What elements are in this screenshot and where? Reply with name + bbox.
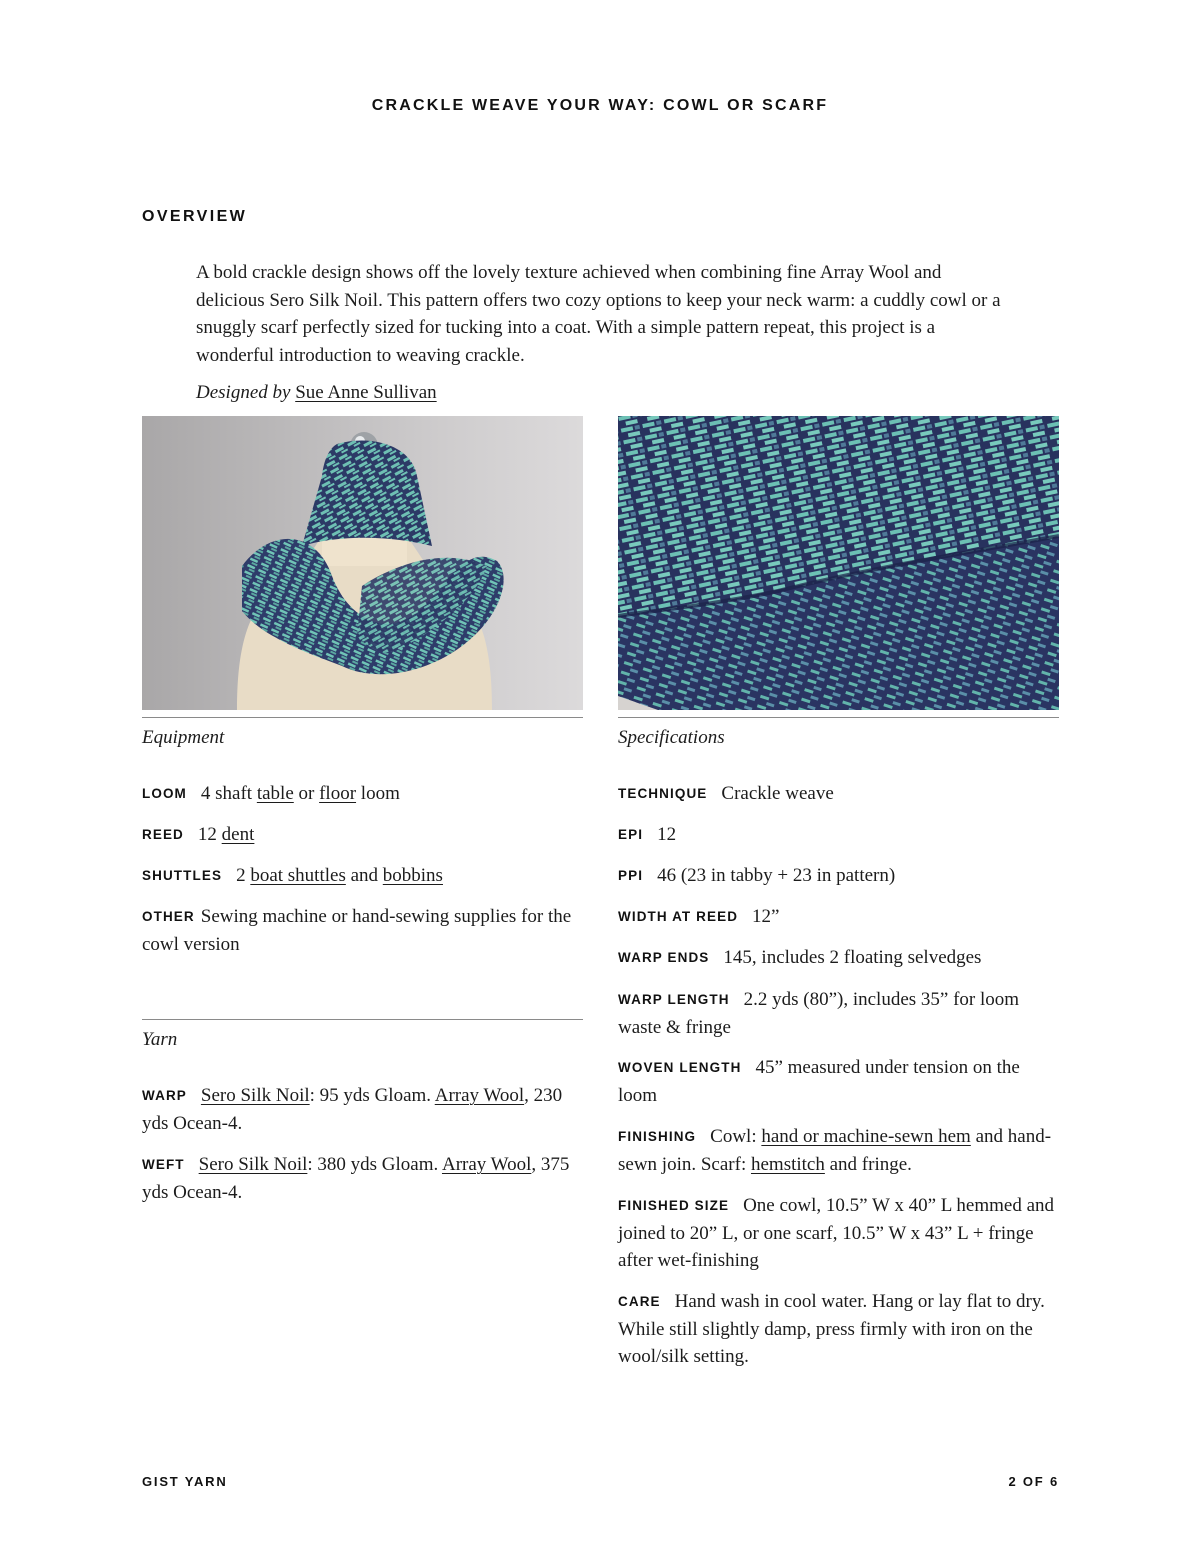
fabric-closeup-photo: [618, 416, 1059, 710]
equipment-text: or: [293, 783, 320, 804]
footer-brand: GIST YARN: [142, 1474, 228, 1489]
spec-label: EPI: [618, 827, 644, 842]
equipment-heading: Equipment: [142, 727, 225, 748]
spec-care: [618, 1288, 1059, 1371]
equipment-label: OTHER: [142, 909, 195, 924]
spec-value: 145, includes 2 floating selvedges: [723, 947, 982, 968]
equipment-text: and: [345, 865, 383, 886]
yarn-text: : 380 yds Gloam.: [307, 1154, 442, 1175]
spec-value: and fringe.: [824, 1153, 912, 1175]
yarn-item-weft: [142, 1151, 583, 1206]
equipment-text: 4 shaft: [200, 783, 257, 804]
spec-label: FINISHED SIZE: [618, 1198, 730, 1213]
yarn-text: , 230 yds Ocean-4.: [142, 1085, 563, 1134]
spec-label: WIDTH AT REED: [618, 909, 739, 924]
boat-shuttles-link[interactable]: boat shuttles: [250, 865, 346, 886]
spec-finishing: [618, 1123, 1059, 1178]
sero-silk-noil-link[interactable]: Sero Silk Noil: [200, 1085, 310, 1106]
spec-woven-length: [618, 1054, 1059, 1109]
yarn-text: , 375 yds Ocean-4.: [142, 1154, 570, 1203]
equipment-label: REED: [142, 827, 184, 842]
yarn-item-warp: [142, 1082, 583, 1137]
spec-label: FINISHING: [618, 1129, 697, 1144]
equipment-text: loom: [356, 783, 400, 804]
divider-equipment: [142, 717, 583, 718]
equipment-item-reed: [142, 821, 583, 849]
equipment-label: LOOM: [142, 786, 187, 801]
cowl-on-dress-form-image: [142, 416, 583, 710]
spec-width-at-reed: [618, 903, 1059, 931]
specifications-heading: Specifications: [618, 727, 725, 748]
hemstitch-link[interactable]: hemstitch: [750, 1153, 825, 1175]
equipment-item-loom: [142, 780, 583, 808]
spec-value: and hand-sewn join. Scarf:: [618, 1126, 1052, 1175]
bobbins-link[interactable]: bobbins: [382, 865, 443, 886]
designer-credit: [196, 382, 437, 404]
spec-technique: [618, 780, 1059, 808]
equipment-item-shuttles: [142, 862, 583, 890]
yarn-text: : 95 yds Gloam.: [309, 1085, 435, 1106]
spec-value: 46 (23 in tabby + 23 in pattern): [657, 865, 896, 886]
spec-ppi: [618, 862, 1059, 890]
equipment-text: Sewing machine or hand-sewing supplies for the cowl version: [142, 906, 572, 955]
spec-value: 12: [657, 824, 677, 845]
equipment-text: 2: [236, 865, 251, 886]
document-title: CRACKLE WEAVE YOUR WAY: COWL OR SCARF: [371, 97, 829, 114]
page-number: 2 OF 6: [1008, 1474, 1059, 1489]
cowl-photo: [142, 416, 583, 710]
floor-loom-link[interactable]: floor: [319, 783, 357, 804]
spec-epi: [618, 821, 1059, 849]
crackle-fabric-closeup-image: [618, 416, 1059, 710]
spec-finished-size: [618, 1192, 1059, 1275]
spec-value: Hand wash in cool water. Hang or lay flat to dry. While still slightly damp, press firmly with iron on the wool/silk setting.: [618, 1291, 1045, 1367]
equipment-text: 12: [197, 824, 222, 845]
yarn-heading: Yarn: [142, 1029, 178, 1050]
spec-value: One cowl, 10.5” W x 40” L hemmed and joined to 20” L, or one scarf, 10.5” W x 43” L + fringe after wet-finishing: [618, 1195, 1055, 1271]
array-wool-link[interactable]: Array Wool: [441, 1154, 532, 1175]
dent-link[interactable]: dent: [221, 824, 255, 845]
equipment-label: SHUTTLES: [142, 868, 223, 883]
spec-label: WARP ENDS: [618, 950, 710, 965]
hem-link[interactable]: hand or machine-sewn hem: [761, 1126, 971, 1147]
spec-value: 2.2 yds (80”), includes 35” for loom waste & fringe: [618, 989, 1020, 1038]
spec-warp-length: [618, 986, 1059, 1041]
designed-by-label: Designed by: [196, 382, 291, 403]
designer-link[interactable]: Sue Anne Sullivan: [295, 382, 437, 403]
sero-silk-noil-link[interactable]: Sero Silk Noil: [198, 1154, 308, 1175]
yarn-label: WARP: [142, 1088, 187, 1103]
equipment-item-other: [142, 903, 583, 958]
array-wool-link[interactable]: Array Wool: [434, 1085, 525, 1106]
spec-value: Cowl:: [710, 1126, 762, 1147]
spec-label: WARP LENGTH: [618, 992, 730, 1007]
spec-label: TECHNIQUE: [618, 786, 708, 801]
spec-warp-ends: [618, 944, 1059, 972]
spec-label: CARE: [618, 1294, 661, 1309]
spec-value: Crackle weave: [721, 783, 834, 804]
spec-label: WOVEN LENGTH: [618, 1060, 742, 1075]
yarn-label: WEFT: [142, 1157, 185, 1172]
divider-yarn: [142, 1019, 583, 1020]
spec-label: PPI: [618, 868, 644, 883]
spec-value: 45” measured under tension on the loom: [618, 1057, 1020, 1106]
table-loom-link[interactable]: table: [256, 783, 294, 804]
spec-value: 12”: [752, 906, 780, 927]
overview-paragraph: A bold crackle design shows off the lovely texture achieved when combining fine Array Wool and delicious Sero Silk Noil. This pattern offers two cozy options to keep your neck warm: a cuddly cowl or a snuggly scarf perfectly sized for tucking into a coat. With a simple pattern repeat, this project is a wonderful introduction to weaving crackle.: [196, 262, 1001, 366]
overview-heading: OVERVIEW: [142, 208, 248, 225]
divider-specifications: [618, 717, 1059, 718]
